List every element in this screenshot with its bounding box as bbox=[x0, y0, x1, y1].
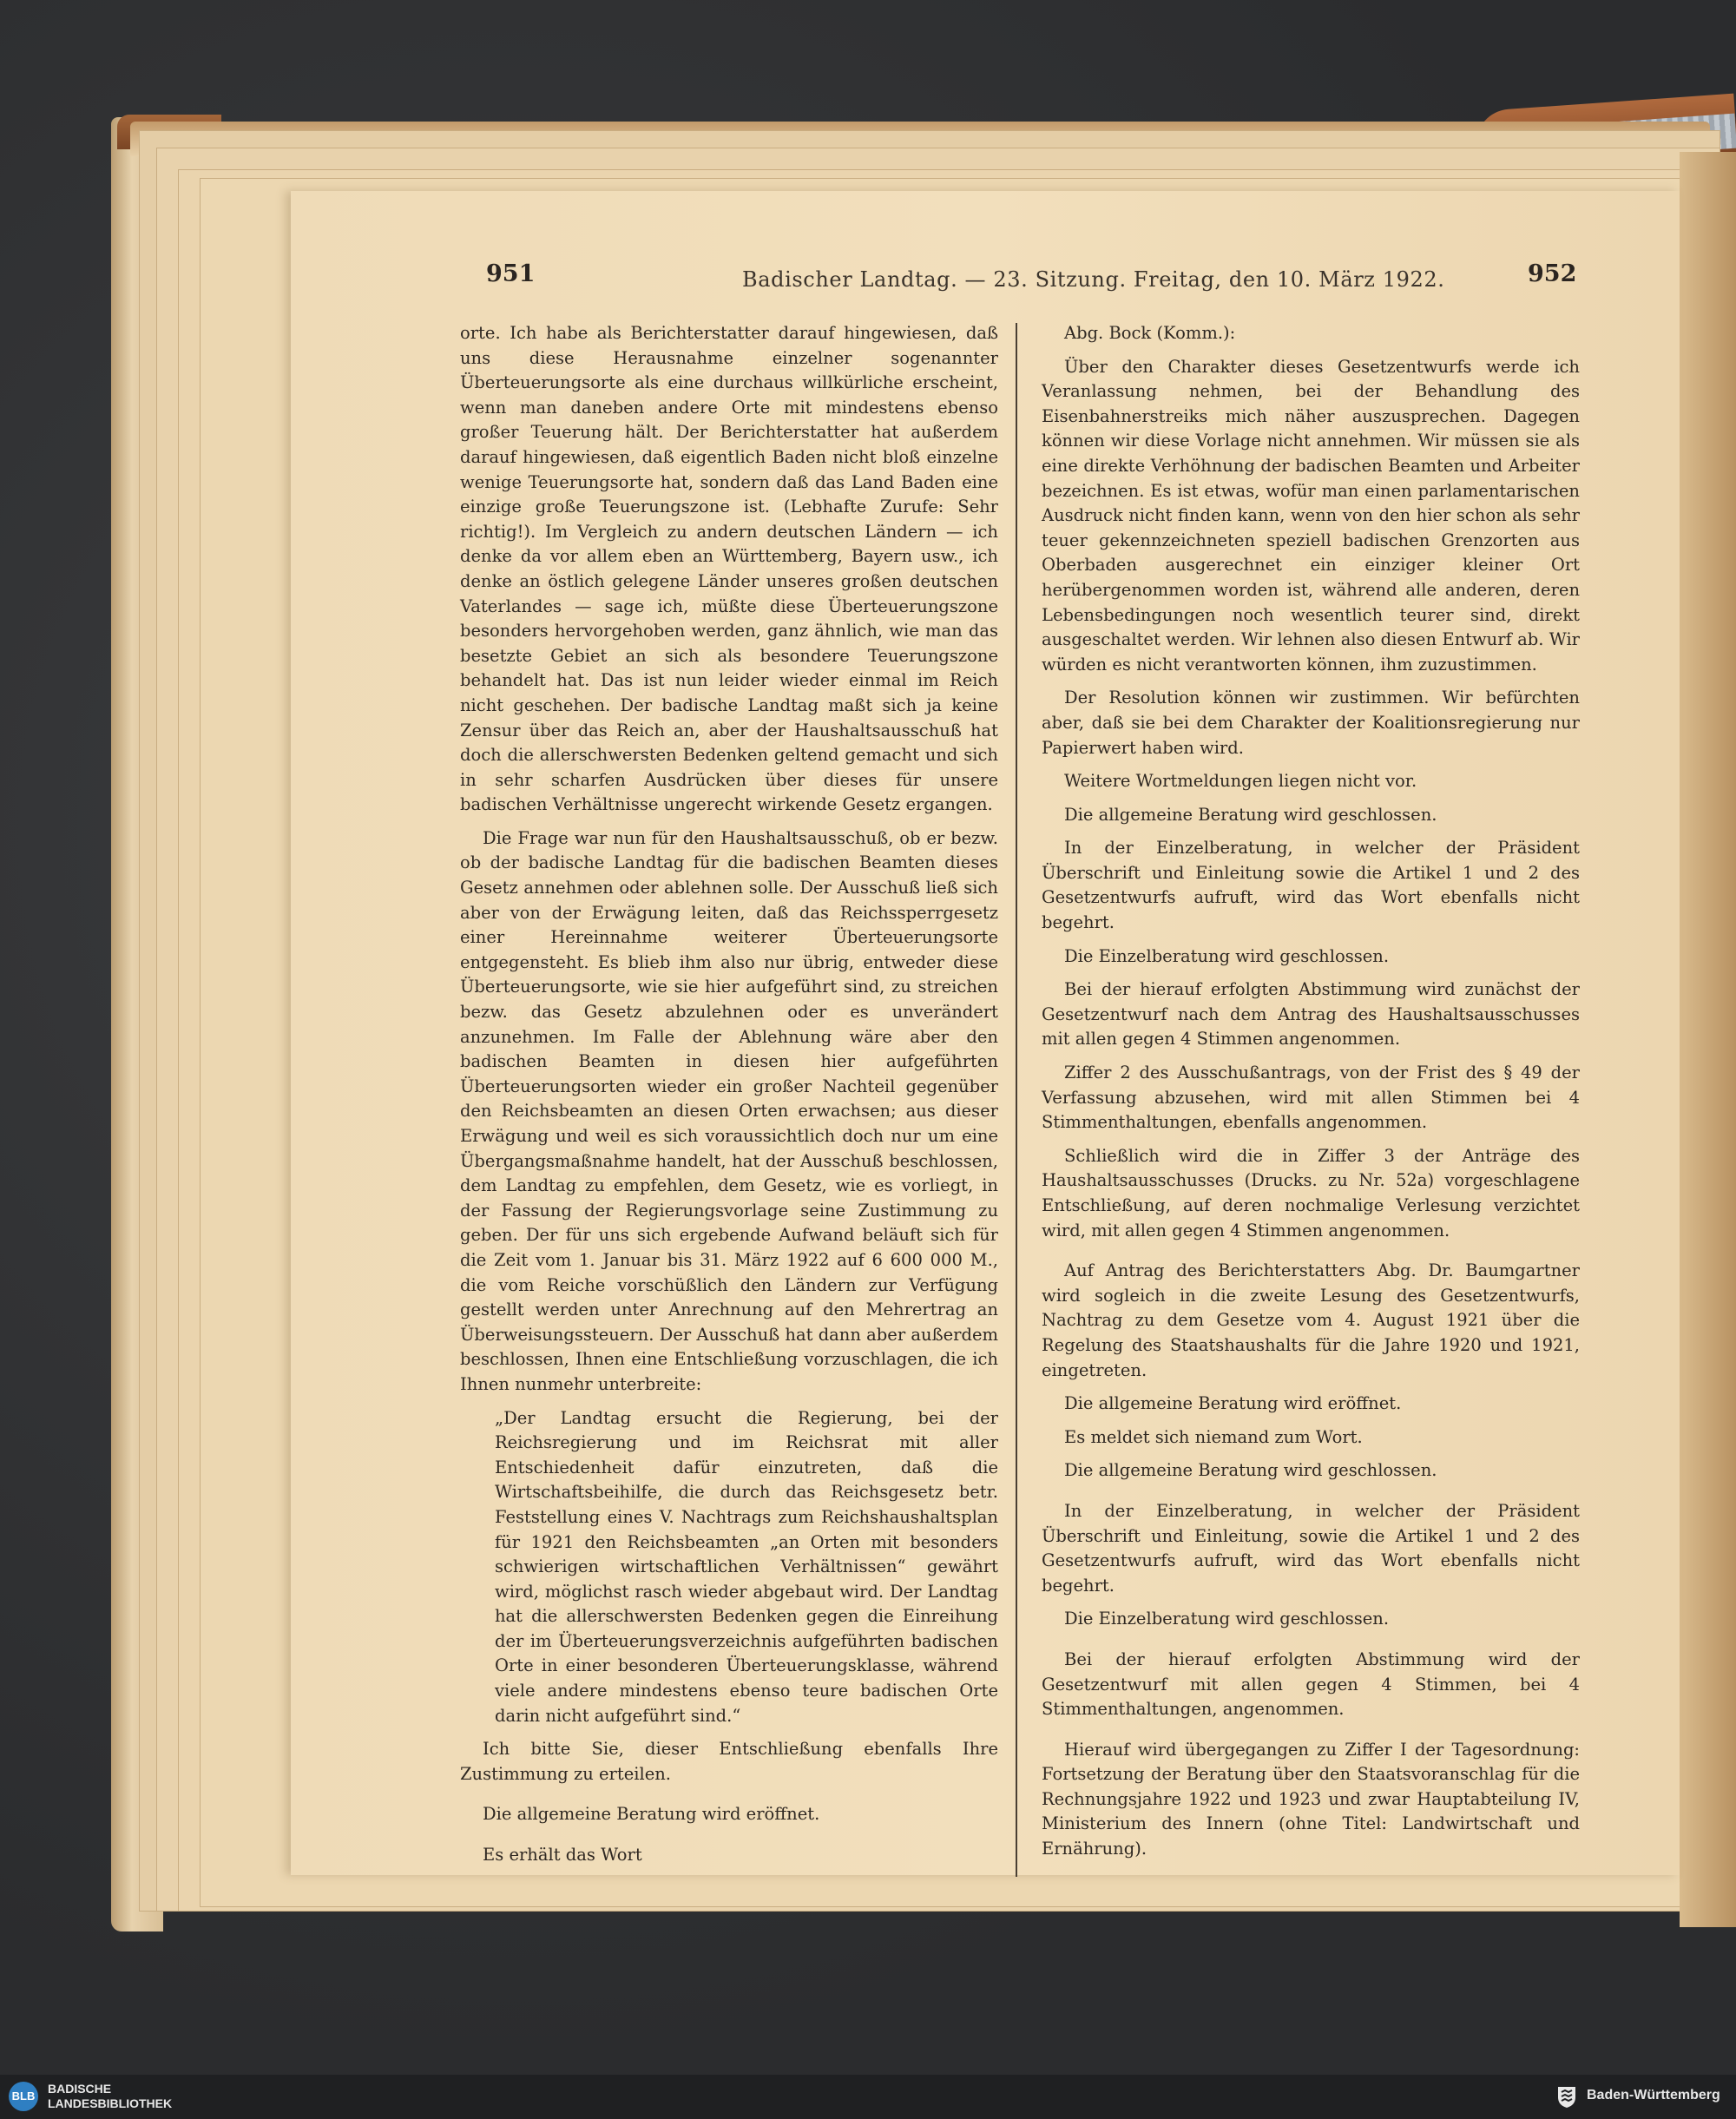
procedural-note: In der Einzelberatung, in welcher der Präsident Überschrift und Einleitung sowie die Artikel 1 und 2 des Gesetzentwurfs aufruft, wird das Wort ebenfalls nicht begehrt. bbox=[1042, 838, 1580, 933]
document-page bbox=[291, 191, 1680, 1875]
procedural-note: Auf Antrag des Berichterstatters Abg. Dr. Baumgartner wird sogleich in die zweite Lesung des Gesetzentwurfs, Nachtrag zu dem Gesetze vom 4. August 1921 über die Regelung des Staatshaushalts für die Jahre 1920 und 1921, eingetreten. bbox=[1042, 1260, 1580, 1380]
procedural-note: Es meldet sich niemand zum Wort. bbox=[1064, 1426, 1363, 1447]
running-title: Badischer Landtag. — 23. Sitzung. Freitag, den 10. März 1922. bbox=[742, 267, 1445, 292]
procedural-note: Die allgemeine Beratung wird geschlossen. bbox=[1064, 1460, 1437, 1481]
left-column bbox=[460, 321, 998, 1877]
paragraph: Ich bitte Sie, dieser Entschließung ebenfalls Ihre Zustimmung zu erteilen. bbox=[460, 1739, 998, 1784]
facing-page-edge bbox=[1680, 152, 1736, 1927]
quoted-resolution: „Der Landtag ersucht die Regierung, bei der Reichsregierung und im Reichsrat mit aller Entschiedenheit dafür einzutreten, daß die Wirtschaftsbeihilfe, die durch das Reichsgesetz betr. Feststellung eines V. Nachtrags zum Reichshaushaltsplan für 1921 den Reichsbeamten „an Orten mit besonders schwierigen wirtschaftlichen Verhältnissen“ gewährt wird, möglichst rasch wieder abgebaut wird. Der Landtag hat die allerschwersten Bedenken gegen die Einreihung der im Überteuerungsverzeichnis aufgeführten badischen Orte in einer besonderen Überteuerungsklasse, während viele andere mindestens ebenso teure badischen Orte darin nicht aufgeführt sind.“ bbox=[495, 1407, 998, 1726]
blb-logo[interactable]: BLB bbox=[9, 2082, 38, 2111]
procedural-note: Die Einzelberatung wird geschlossen. bbox=[1064, 1609, 1390, 1629]
page-number-right: 952 bbox=[1528, 260, 1577, 287]
viewer-footer bbox=[0, 2075, 1736, 2119]
column-divider bbox=[1016, 323, 1017, 1877]
paragraph: orte. Ich habe als Berichterstatter darauf hingewiesen, daß uns diese Herausnahme einzelner sogenannter Überteuerungsorte als eine durchaus willkürliche erscheint, wenn man daneben andere Orte mit mindestens ebenso großer Teuerung hält. Der Berichterstatter hat außerdem darauf hingewiesen, daß eigentlich Baden nicht bloß einzelne wenige Teuerungsorte hat, sondern daß das Land Baden eine einzige große Teuerungszone ist. (Lebhafte Zurufe: Sehr richtig!). Im Vergleich zu andern deutschen Ländern — ich denke da vor allem eben an Württemberg, Bayern usw., ich denke an östlich gelegene Länder unseres großen deutschen Vaterlandes — sage ich, müßte diese Überteuerungszone besonders hervorgehoben werden, ganz ähnlich, wie man das besetzte Gebiet an sich als besondere Teuerungszone behandelt hat. Das ist nun leider wieder einmal im Reich nicht geschehen. Der badische Landtag maßt sich ja keine Zensur über das Reich an, aber der Haushaltsausschuß hat doch die allerschwersten Bedenken geltend gemacht und sich in sehr scharfen Ausdrücken über dieses für unsere badischen Verhältnisse ungerecht wirkende Gesetz ergangen. bbox=[460, 323, 998, 815]
procedural-note: Es erhält das Wort bbox=[483, 1845, 642, 1866]
procedural-note: Bei der hierauf erfolgten Abstimmung wird der Gesetzentwurf mit allen gegen 4 Stimmen, bei 4 Stimmenthaltungen, angenommen. bbox=[1042, 1648, 1580, 1720]
procedural-note: Die allgemeine Beratung wird eröffnet. bbox=[483, 1804, 820, 1825]
agenda-transition: Hierauf wird übergegangen zu Ziffer I der Tagesordnung: Fortsetzung der Beratung über den Staatsvoranschlag für die Rechnungsjahre 1922 und 1923 und zwar Hauptabteilung IV, Ministerium des Innern (ohne Titel: Landwirtschaft und Ernährung). bbox=[1042, 1739, 1580, 1859]
procedural-note: Bei der hierauf erfolgten Abstimmung wird zunächst der Gesetzentwurf nach dem Antrag des Haushaltsausschusses mit allen gegen 4 Stimmen angenommen. bbox=[1042, 979, 1580, 1050]
library-name[interactable] bbox=[48, 2082, 172, 2111]
speaker-line: Abg. Bock (Komm.): bbox=[1064, 323, 1236, 343]
procedural-note: Weitere Wortmeldungen liegen nicht vor. bbox=[1064, 771, 1417, 792]
procedural-note: In der Einzelberatung, in welcher der Präsident Überschrift und Einleitung, sowie die Artikel 1 und 2 des Gesetzentwurfs aufruft, wird das Wort ebenfalls nicht begehrt. bbox=[1042, 1500, 1580, 1596]
library-name-line: LANDESBIBLIOTHEK bbox=[48, 2096, 173, 2110]
procedural-note: Die allgemeine Beratung wird geschlossen. bbox=[1064, 804, 1437, 825]
state-crest-icon bbox=[1554, 2083, 1580, 2109]
state-label[interactable]: Baden-Württemberg bbox=[1587, 2088, 1720, 2103]
procedural-note: Schließlich wird die in Ziffer 3 der Anträge des Haushaltsausschusses (Drucks. zu Nr. 52a) vorgeschlagene Entschließung, auf deren nochmalige Verlesung verzichtet wird, mit allen gegen 4 Stimmen angenommen. bbox=[1042, 1145, 1580, 1240]
right-column bbox=[1042, 321, 1580, 1871]
paragraph: Der Resolution können wir zustimmen. Wir befürchten aber, daß sie bei dem Charakter der Koalitionsregierung nur Papierwert haben wird. bbox=[1042, 688, 1580, 758]
paragraph: Die Frage war nun für den Haushaltsausschuß, ob er bezw. ob der badische Landtag für die badischen Beamten dieses Gesetz annehmen oder ablehnen solle. Der Ausschuß ließ sich aber von der Erwägung leiten, daß das Reichssperrgesetz einer Hereinnahme weiterer Überteuerungsorte entgegensteht. Es blieb ihm also nur übrig, entweder diese Überteuerungsorte, wie sie hier aufgeführt sind, zu streichen bezw. das Gesetz abzulehnen oder es unverändert anzunehmen. Im Falle der Ablehnung wäre aber den badischen Beamten in diesen hier aufgeführten Überteuerungsorten wieder ein großer Nachteil gegenüber den Reichsbeamten an diesen Orten erwachsen; aus dieser Erwägung und weil es sich voraussichtlich doch nur um eine Übergangsmaßnahme handelt, hat der Ausschuß beschlossen, dem Landtag zu empfehlen, dem Gesetz, wie es vorliegt, in der Fassung der Regierungsvorlage seine Zustimmung zu geben. Der für uns sich ergebende Aufwand beläuft sich für die Zeit vom 1. Januar bis 31. März 1922 auf 6 600 000 M., die vom Reiche vorschüßlich den Ländern zur Verfügung gestellt werden unter Anrechnung auf den Mehrertrag an Überweisungssteuern. Der Ausschuß hat dann aber außerdem beschlossen, Ihnen eine Entschließung vorzuschlagen, die ich Ihnen nunmehr unterbreite: bbox=[460, 827, 998, 1394]
procedural-note: Die Einzelberatung wird geschlossen. bbox=[1064, 945, 1390, 966]
page-number-left: 951 bbox=[486, 260, 536, 287]
procedural-note: Ziffer 2 des Ausschußantrags, von der Frist des § 49 der Verfassung abzusehen, wird mit allen Stimmen bei 4 Stimmenthaltungen, ebenfalls angenommen. bbox=[1042, 1063, 1580, 1133]
library-name-line: BADISCHE bbox=[48, 2082, 112, 2096]
paragraph: Über den Charakter dieses Gesetzentwurfs werde ich Veranlassung nehmen, bei der Behandlung des Eisenbahnerstreiks mich näher auszusprechen. Dagegen können wir diese Vorlage nicht annehmen. Wir müssen sie als eine direkte Verhöhnung der badischen Beamten und Arbeiter bezeichnen. Es ist etwas, wofür man einen parlamentarischen Ausdruck nicht finden kann, wenn von den hier schon als sehr teuer gekennzeichneten speziell badischen Grenzorten aus Oberbaden ausgerechnet ein einziger kleiner Ort herübergenommen worden ist, während alle anderen, deren Lebensbedingungen noch wesentlich teurer sind, direkt ausgeschaltet werden. Wir lehnen also diesen Entwurf ab. Wir würden es nicht verantworten können, ihm zuzustimmen. bbox=[1042, 356, 1580, 675]
procedural-note: Die allgemeine Beratung wird eröffnet. bbox=[1064, 1393, 1402, 1414]
